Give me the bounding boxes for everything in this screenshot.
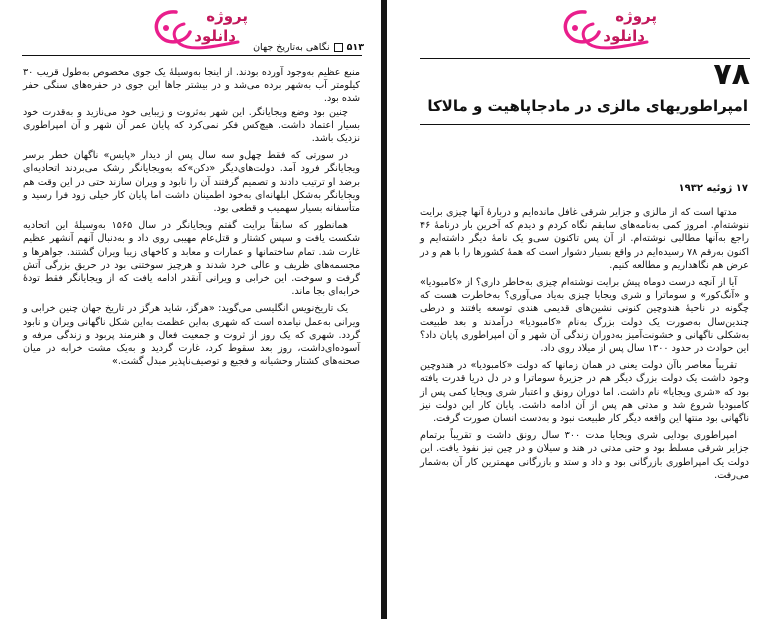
paragraph: منبع عظیم به‌وجود آورده بودند. از اینجا به‌وسیلهٔ یک جوی مخصوص به‌طول قریب ۳۰ کیلومتر آب به‌شهر برده می‌شد و در بیشتر جاها این جوی در حفره‌های سنگی حفر شده بود. (23, 67, 360, 105)
chapter-rule-top (420, 58, 750, 59)
logo-word-2: دانلود (603, 27, 645, 45)
watermark-logo-right (555, 6, 663, 50)
left-page-body (23, 66, 360, 368)
paragraph: در سورتی که فقط چهل‌و سه سال پس از دیدار «پایس» ناگهان خطر برسر ویجایانگر فرود آمد. دولت‌های‌دیگر «دکن»که به‌ویجایانگر رشک می‌بردند اتحادیه‌ای برضد او ترتیب دادند و تصمیم گرفتند آن را نابود و ویران سازند حتی در این وقت هم ویجایانگر به‌شکل ابلهانه‌ای به‌خود اطمینان داشت اما پایان کار خیلی زود فرا رسید و متأسفانه بسیار سهمیب و قطعی بود. (23, 150, 360, 215)
chapter-rule-bottom (420, 124, 750, 125)
paragraph: یک تاریخ‌نویس انگلیسی می‌گوید: «هرگز، شاید هرگز در تاریخ جهان چنین خرابی و ویرانی به‌عمل نیامده است که شهری به‌این عظمت به‌این شکل ناگهانی ویران و نابود گردد. شهری که یک روز از ثروت و جمعیت فعال و هنرمند پربود و زندگی مرفه و آسوده‌ای‌داشت، روز بعد سقوط کرد، غارت گردید و به‌یک مشت خرابه در میان صحنه‌های کشتار وحشیانه و فجیع و توصیف‌ناپذیر مبدل گشت.» (23, 303, 360, 368)
left-page (0, 0, 381, 619)
running-header (238, 42, 364, 53)
running-header-title: نگاهی به‌تاریخ جهان (253, 42, 330, 53)
chapter-title: امپراطوریهای مالزی در مادجاپاهیت و مالاکا (427, 97, 748, 115)
paragraph: آیا از آنچه درست دوماه پیش برایت نوشته‌ام چیزی به‌خاطر داری؟ از «کامبودیا» و «آنگ‌کور» و سوماترا و شری ویجایا چیزی به‌یاد می‌آوری؟ به‌خاطرت هست که چگونه در ناحیهٔ هندوچین کنونی نشین‌های قدیمی هندی توسعه یافتند و درطی چندین‌سال به‌صورت یک دولت بزرگ به‌نام «کامبودیا» درآمدند و بعد طبیعت به‌شکلی ناگهانی و خشونت‌آمیز به‌دوران زندگی آن شهر و آن امپراطوری پایان داد؟ این حوادث در حدود ۱۳۰۰ سال پس از میلاد روی داد. (420, 277, 749, 355)
paragraph: امپراطوری بودایی شری ویجایا مدت ۳۰۰ سال رونق داشت و تقریباً برتمام جزایر شرقی مسلط بود و حتی مدتی در هند و سیلان و در چین نیز نفوذ یافت. این دولت یک امپراطوری بازرگانی بود و داد و ستد و بازرگانی مهمترین کار آن به‌شمار می‌رفت. (420, 430, 749, 481)
page-number: ۵۱۳ (346, 42, 364, 53)
logo-word-2: دانلود (194, 27, 236, 45)
paragraph: چنین بود وضع ویجایانگر. این شهر به‌ثروت و زیبایی خود می‌نازید و به‌قدرت خود بسیار اعتماد داشت. هیچ‌کس فکر نمی‌کرد که پایان عمر آن شهر و آن امپراطوری نزدیک باشد. (23, 106, 360, 145)
paragraph: همانطور که سابقاً برایت گفتم ویجایانگر در سال ۱۵۶۵ به‌وسیلهٔ این اتحادیه شکست یافت و سپس کشتار و قتل‌عام مهیبی روی داد و به‌دنبال آنهم آنشهر عظیم غارت شد. تمام ساختمانها و عمارات و معابد و کاخهای زیبا ویران گشتند. جواهرها و مجسمه‌های ظریف و عالی خرد شدند و هرچیز سوختنی بود در حریق بزرگی آتش گرفت و سوخت. این خرابی و ویرانی آنقدر ادامه یافت که از ویجایانگر فقط تودهٔ خرابه‌ای بجا ماند. (23, 220, 360, 298)
right-page (387, 0, 768, 619)
logo-word-1: پروژه (615, 7, 657, 25)
square-marker-icon (334, 43, 343, 52)
paragraph: مدتها است که از مالزی و جزایر شرقی غافل مانده‌ایم و دربارهٔ آنها چیزی برایت ننوشته‌ام. امروز کمی به‌نامه‌های سابقم نگاه کردم و دیدم که آخرین بار درنامهٔ ۴۶ راجع به‌آنها مطالبی نوشته‌ام. از آن پس تاکنون سی‌و یک نامهٔ دیگر داشته‌ایم و اکنون به‌رقم ۷۸ رسیده‌ایم در واقع بسیار دشوار است که همهٔ کشورها را با هم و در عرض هم نگاهداریم و مطالعه کنیم. (420, 207, 749, 271)
header-rule (22, 55, 362, 56)
right-page-body (420, 206, 749, 482)
chapter-date: ۱۷ ژوئیه ۱۹۳۲ (678, 183, 748, 194)
logo-word-1: پروژه (206, 7, 248, 25)
chapter-number: ۷۸ (713, 57, 750, 92)
paragraph: تقریباً معاصر باآن دولت یعنی در همان زمانها که دولت «کامبودیا» در هندوچین وجود داشت یک دولت بزرگ دیگر هم در جزیرهٔ سوماترا و در دل دریا قدرت یافته بود که «شری ویجایا» نام داشت. اما دوران رونق و اعتبار شری ویجایا کمی پس از کامبودیا شروع شد و مدتی هم پس از آن ادامه داشت. پایان کار این دولت نیز ناگهانی بود منتها این واقعه دیگر کار طبیعت نبود و به‌دست انسان صورت گرفت. (420, 360, 749, 425)
